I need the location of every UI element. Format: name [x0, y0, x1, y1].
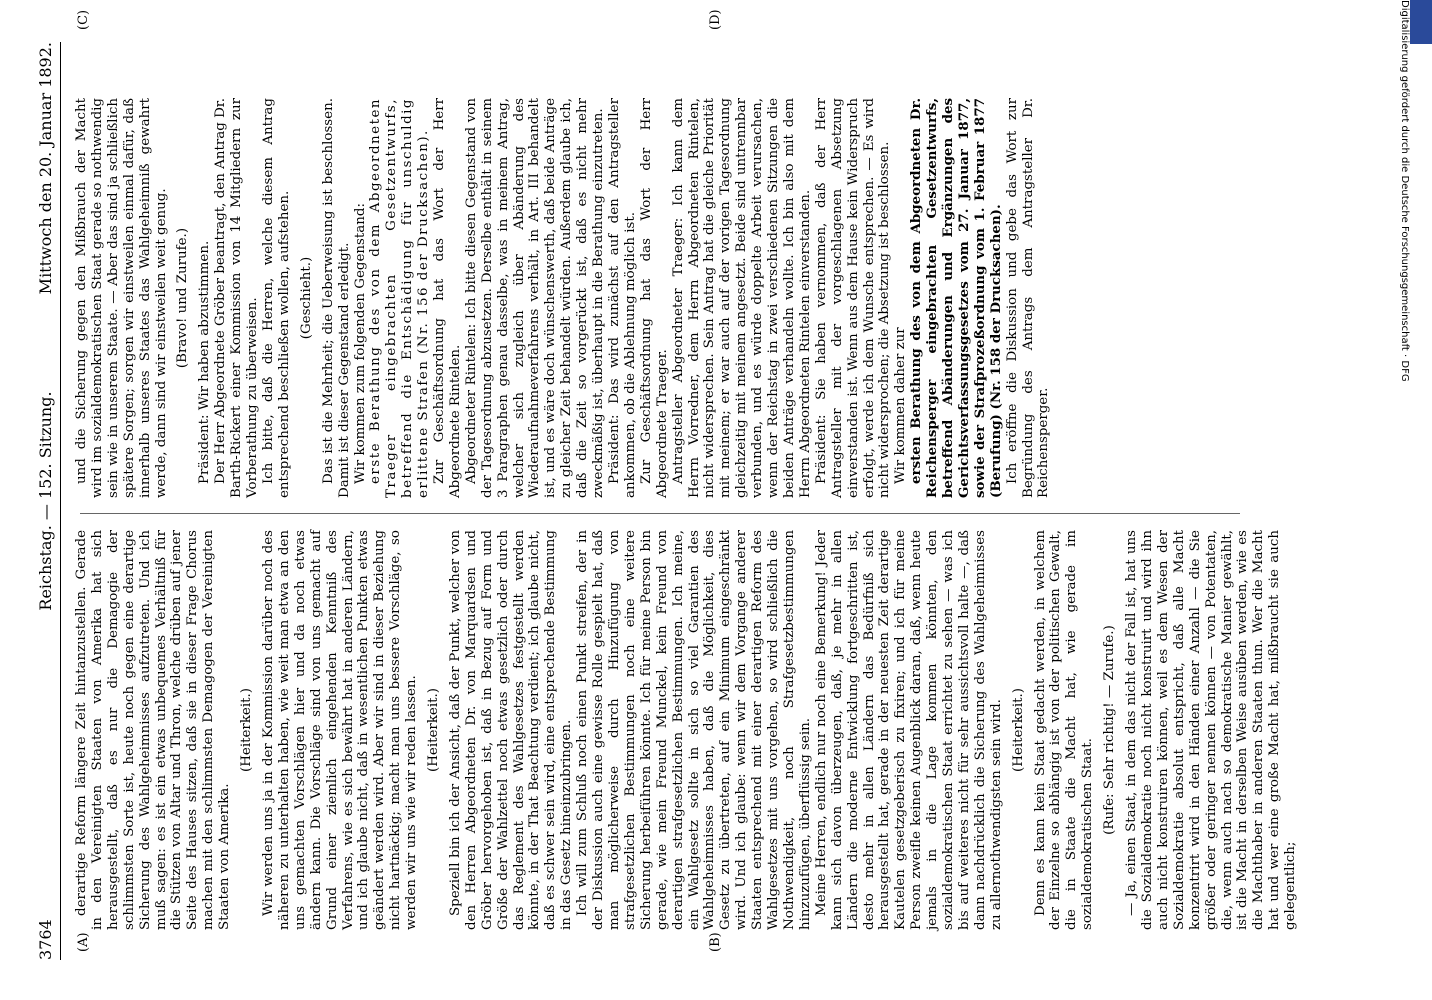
interjection: (Heiterkeit.): [1010, 688, 1026, 772]
column-divider: [80, 513, 1240, 514]
paragraph: Denn es kann kein Staat gedacht werden, in welchem der Einzelne so abhängig ist von der politischen Gewalt, die in Staate die Macht hat, wie gerade im sozialdemokratischen Staat.: [1032, 530, 1096, 930]
interjection: (Bravo! und Zurufe.): [175, 227, 191, 369]
margin-marker-c: (C): [76, 9, 91, 30]
right-column: [74, 98, 1244, 498]
dfg-logo: [1410, 0, 1432, 44]
interjection: (Geschieht.): [298, 256, 314, 340]
paragraph: Zur Geschäftsordnung hat das Wort der Herr Abgeordnete Traeger.: [638, 98, 670, 498]
paragraph: Zur Geschäftsordnung hat das Wort der Herr Abgeordnete Rintelen.: [432, 98, 463, 498]
interjection: (Heiterkeit.): [239, 688, 255, 772]
paragraph: Das ist die Mehrheit; die Ueberweisung ist beschlossen. Damit ist dieser Gegenstand erledigt.: [320, 98, 352, 498]
paragraph: Ich bitte, daß die Herren, welche diesem Antrag entsprechend beschließen wollen, aufstehen.: [260, 98, 292, 498]
speaker-statement: Abgeordneter Rintelen: Ich bitte diesen Gegenstand von der Tagesordnung abzusetzen. Derselbe enthält in seinem 3 Paragraphen genau dasselbe, was in meinem Antrag, welcher sich zugleich über Abänderung des Wiederaufnahmeverfahrens verhält, in Art. III behandelt ist, und es wäre doch wünschenswerth, daß beide Anträge zu gleicher Zeit behandelt würden. Außerdem glaube ich, daß die Zeit so vorgerückt ist, daß es nicht mehr zweckmäßig ist, überhaupt in die Berathung einzutreten.: [463, 98, 607, 498]
paragraph: — Ja, einen Staat, in dem das nicht der Fall ist, hat uns die Sozialdemokratie noch nicht konstruirt und wird ihn auch nicht konstruiren können, weil es dem Wesen der Sozialdemokratie absolut entspricht, daß alle Macht konzentrirt wird in den Händen einer Anzahl — die Sie größer oder geringer nennen können — von Potentaten, die, wenn auch nach so demokratische Manier gewählt, ist die Macht in derselben Weise ausüben werden, wie es die Machthaber in anderen Staaten thun. Wer die Macht hat und wer eine große Macht hat, mißbraucht sie auch gelegentlich;: [1124, 530, 1299, 930]
interjection: (Rufe: Sehr richtig! — Zurufe.): [1102, 625, 1118, 835]
margin-marker-a: (A): [76, 932, 91, 952]
agenda-item: erste Berathung des von dem Abgeordneten Traeger eingebrachten Gesetzentwurfs, betreffend die Entschädigung für unschuldig erlittene Strafen (Nr. 156 der Drucksachen).: [368, 98, 432, 498]
interjection: (Heiterkeit.): [426, 688, 442, 772]
president-statement: Präsident: Das wird zunächst auf den Antragsteller ankommen, ob die Ablehnung möglich ist.: [607, 98, 638, 498]
paragraph: Ich will zum Schluß noch einen Punkt streifen, der in der Diskussion auch eine gewisse Rolle gespielt hat, daß man möglicherweise durch Hinzufügung von strafgesetzlichen Bestimmungen noch eine weitere Sicherung herbeiführen könnte. Ich für meine Person bin gerade, wie mein Freund Munckel, kein Freund von derartigen strafgesetzlichen Bestimmungen. Ich meine, ein Wahlgesetz sollte in sich so viel Garantien des Wahlgeheimnisses haben, daß die Möglichkeit, dies Gesetz zu übertreten, auf ein Minimum eingeschränkt wird. Und ich glaube: wenn wir dem Vorgange anderer Staaten entsprechend mit einer derartigen Reform des Wahlgesetzes mit uns vorgehen, so wird schließlich die Nothwendigkeit, noch Strafgesetzbestimmungen hinzuzufügen, überflüssig sein.: [575, 530, 813, 930]
digitization-note: Digitalisierung gefördert durch die Deutsche Forschungsgemeinschaft · DFG: [1399, 0, 1410, 382]
session-date: Mittwoch den 20. Januar 1892.: [36, 42, 55, 295]
paragraph: derartige Reform längere Zeit hintanzustellen. Gerade in den Vereinigten Staaten von Amerika hat sich herausgestellt, daß es nur die Demagogie der schlimmsten Sorte ist, heute noch gegen eine derartige Sicherung des Wahlgeheimnisses aufzutreten. Und ich muß sagen: es ist ein etwas unbequemes Verhältniß für die Stützen von Altar und Thron, welche drüben auf jener Seite des Hauses sitzen, daß sie in dieser Frage Chorus machen mit den schlimmsten Demagogen der Vereinigten Staaten von Amerika.: [74, 530, 233, 930]
margin-marker-b: (B): [708, 932, 723, 952]
paragraph: Wir werden uns ja in der Kommission darüber noch des näheren zu unterhalten haben, wie weit man etwa an den uns gemachten Vorschlägen hier und da noch etwas ändern kann. Die Vorschläge sind von uns gemacht auf Grund einer ziemlich eingehenden Kenntniß des Verfahrens, wie es sich bewährt hat in anderen Ländern, und ich glaube nicht, daß in wesentlichen Punkten etwas geändert werden wird. Aber wir sind in dieser Beziehung nicht hartnäckig; macht man uns bessere Vorschläge, so werden wir uns wie wir reden lassen.: [260, 530, 420, 930]
president-statement: Präsident: Wir haben abzustimmen.: [197, 240, 213, 484]
page-number: 3764: [36, 919, 55, 960]
paragraph: Der Herr Abgeordnete Gröber beantragt, den Antrag Dr. Barth-Rickert einer Kommission von 14 Mitgliedern zur Vorberathung zu überweisen.: [213, 98, 261, 498]
paragraph: und die Sicherung gegen den Mißbrauch der Macht wird im sozialdemokratischen Staat gerade so nothwendig sein wie in unserem Staate. — Aber das sind ja schließlich spätere Sorgen; sorgen wir einstweilen einmal dafür, daß innerhalb unseres Staates das Wahlgeheimniß gewahrt werde, dann sind wir einstweilen weit genug.: [74, 98, 169, 498]
speaker-statement: Antragsteller Abgeordneter Traeger: Ich kann dem Herrn Vorredner, dem Herrn Abgeordneten Rintelen, nicht widersprechen. Sein Antrag hat die gleiche Priorität mit meinem; er war auch auf der vorigen Tagesordnung gleichzeitig mit meinem angesetzt. Beide sind untrennbar verbunden, und es würde doppelte Arbeit verursachen, wenn der Reichstag in zwei verschiedenen Sitzungen die beiden Anträge verhandeln wollte. Ich bin also mit dem Herrn Abgeordneten Rintelen einverstanden.: [670, 98, 813, 498]
paragraph: Wir kommen daher zur: [893, 327, 909, 484]
paragraph: Ich eröffne die Diskussion und gebe das Wort zur Begründung des Antrags dem Antragsteller Dr. Reichensperger.: [1004, 98, 1052, 498]
header-rule: [60, 42, 61, 960]
agenda-item: ersten Berathung des von dem Abgeordneten Dr. Reichensperger eingebrachten Gesetzentwurfs, betreffend Abänderungen und Ergänzungen des Gerichtsverfassungsgesetzes vom 27. Januar 1877, sowie der Strafprozeßordnung vom 1. Februar 1877 (Berufung) (Nr. 158 der Drucksachen).: [908, 98, 1004, 498]
margin-marker-d: (D): [708, 9, 723, 30]
paragraph: Wir kommen zum folgenden Gegenstand:: [352, 203, 368, 484]
president-statement: Präsident: Sie haben vernommen, daß der Herr Antragsteller mit der vorgeschlagenen Absetzung einverstanden ist. Wenn aus dem Hause kein Widerspruch erfolgt, werde ich dem Wunsche entsprechen. — Es wird nicht widersprochen; die Absetzung ist beschlossen.: [813, 98, 893, 498]
paragraph: Speziell bin ich der Ansicht, daß der Punkt, welcher von den Herren Abgeordneten Dr. von Marquardsen und Gröber hervorgehoben ist, daß in Bezug auf Form und Größe der Wahlzettel noch etwas gesetzlich oder durch das Reglement des Wahlgesetzes festgestellt werden könnte, in der That Beachtung verdient; ich glaube nicht, daß es schwer sein wird, eine entsprechende Bestimmung in das Gesetz hineinzubringen.: [447, 530, 575, 930]
paragraph: Meine Herren, endlich nur noch eine Bemerkung! Jeder kann sich davon überzeugen, daß, je mehr in allen Ländern die moderne Entwicklung fortgeschritten ist, desto mehr in allen Ländern das Bedürfniß sich herausgestellt hat, gerade in der neuesten Zeit derartige Kautelen gesetzgeberisch zu fixiren; und ich für meine Person zweifle keinen Augenblick daran, daß, wenn heute jemals in die Lage kommen könnten, den sozialdemokratischen Staat errichtet zu sehen — was ich bis auf weiteres nicht für sehr aussichtsvoll halte —, daß dann nachdrücklich die Sicherung des Wahlgeheimnisses zu allernothwendigsten sein wird.: [813, 530, 1004, 930]
session-title: Reichstag. — 152. Sitzung.: [36, 391, 55, 611]
left-column: [74, 530, 1299, 930]
